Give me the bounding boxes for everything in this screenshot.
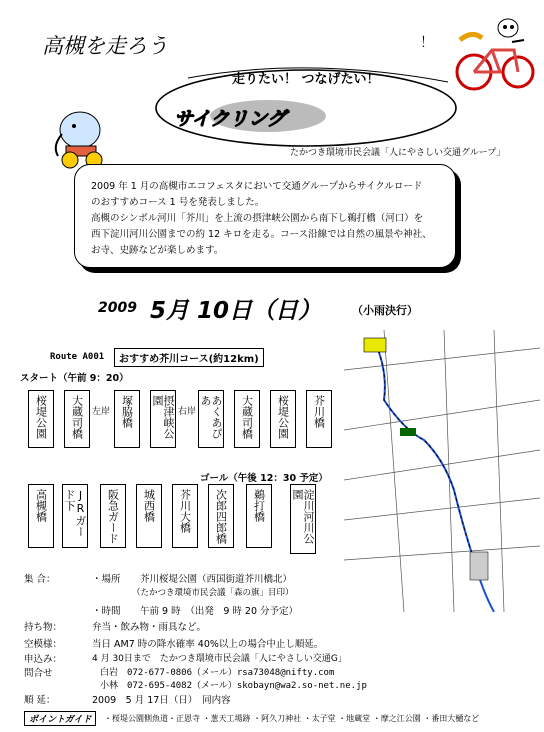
- place-note: （たかつき環境市民会議「森の旗」目印）: [132, 588, 294, 598]
- route-stop: 次郎四郎橋: [208, 484, 234, 548]
- point-guide-label: ポイントガイド: [24, 711, 96, 726]
- route-name: おすすめ芥川コース(約12km): [114, 348, 264, 367]
- route-stop: 高槻橋: [28, 484, 54, 548]
- organization: たかつき環境市民会議「人にやさしい交通グループ」: [290, 148, 506, 158]
- slogan: 走りたい！ つなげたい！: [232, 72, 380, 87]
- route-stop: 鵜打橋: [246, 484, 272, 548]
- postpone-value: 2009 5 月 17日（日） 同内容: [92, 695, 231, 706]
- route-stop: 阪急ガード: [100, 484, 126, 548]
- page-title: 高槻を走ろう: [42, 34, 168, 58]
- route-stop: 桜堤公園: [270, 390, 296, 448]
- apply-value: 4 月 30日まで たかつき環境市民会議「人にやさしい交通G」: [92, 654, 347, 664]
- goal-label: ゴール（午後 12：30 予定）: [200, 473, 328, 484]
- intro-line: のおすすめコース 1 号を発表しました。: [91, 197, 265, 208]
- contact-1: 白岩 072-677-0806（メール）rsa73048@nifty.com: [100, 668, 335, 678]
- bank-label: 右岸: [178, 407, 197, 417]
- contact-2: 小林 072-695-4082（メール）skobayn@wa2.so-net.ne.jp: [100, 681, 367, 691]
- route-stop: 大蔵司橋: [64, 390, 90, 448]
- route-stop: 芥川橋: [306, 390, 332, 448]
- route-stop: 大蔵司橋: [234, 390, 260, 448]
- route-stop: JRガード下: [62, 484, 88, 548]
- route-stop: 淀川河川公園: [290, 484, 316, 554]
- route-map: [344, 330, 540, 612]
- postpone-label: 順 延：: [24, 695, 56, 706]
- intro-box: [74, 164, 456, 268]
- intro-line: 高槻のシンボル河川「芥川」を上流の摂津峡公園から南下し鵜打橋（河口）を: [91, 213, 424, 224]
- place-label: ・場所: [92, 574, 121, 585]
- bicycle-illustration: [452, 12, 536, 94]
- rain-note: （小雨決行）: [352, 304, 418, 317]
- intro-line: 2009 年 1 月の高槻市エコフェスタにおいて交通グループからサイクルロード: [91, 181, 423, 192]
- event-date: 5月 10日（日）: [150, 298, 322, 324]
- title-exclaim: ！: [420, 35, 434, 51]
- route-stop: 塚脇橋: [114, 390, 140, 448]
- place-value: 芥川桜堤公園（西国街道芥川橋北）: [140, 574, 293, 585]
- route-stop: 城西橋: [136, 484, 162, 548]
- weather-value: 当日 AM7 時の降水確率 40%以上の場合中止し順延。: [92, 639, 324, 650]
- route-id: Route A001: [50, 352, 105, 362]
- contact-label: 問合せ: [24, 668, 53, 679]
- apply-label: 申込み：: [24, 654, 63, 665]
- point-guide-text: ・桜堤公園側魚道・正恩寺 ・葱天工場跡 ・阿久刀神社 ・太子堂 ・地蔵堂 ・摩之江公園 ・番田大樋など: [104, 714, 480, 723]
- intro-line: お寺、史跡などが楽しめます。: [91, 245, 224, 256]
- start-label: スタート（午前 9：20）: [20, 373, 129, 384]
- route-stop: 摂津峡公園: [150, 390, 176, 448]
- weather-label: 空模様：: [24, 639, 63, 650]
- bring-value: 弁当・飲み物・雨具など。: [92, 622, 207, 633]
- event-year: 2009: [98, 300, 137, 316]
- route-stop: 芥川大橋: [172, 484, 198, 548]
- cycling-title: サイクリング: [174, 108, 286, 130]
- meet-label: 集 合：: [24, 574, 56, 585]
- bring-label: 持ち物：: [24, 622, 63, 633]
- bank-label: 左岸: [92, 407, 111, 417]
- elephant-illustration: [46, 104, 112, 170]
- time-value: 午前 9 時 （出発 9 時 20 分予定）: [140, 606, 299, 617]
- route-stop: あくあぴあ: [198, 390, 224, 448]
- intro-line: 西下淀川河川公園までの約 12 キロを走る。コース沿線では自然の風景や神社、: [91, 229, 432, 240]
- time-label: ・時間: [92, 606, 121, 617]
- route-stop: 桜堤公園: [28, 390, 54, 448]
